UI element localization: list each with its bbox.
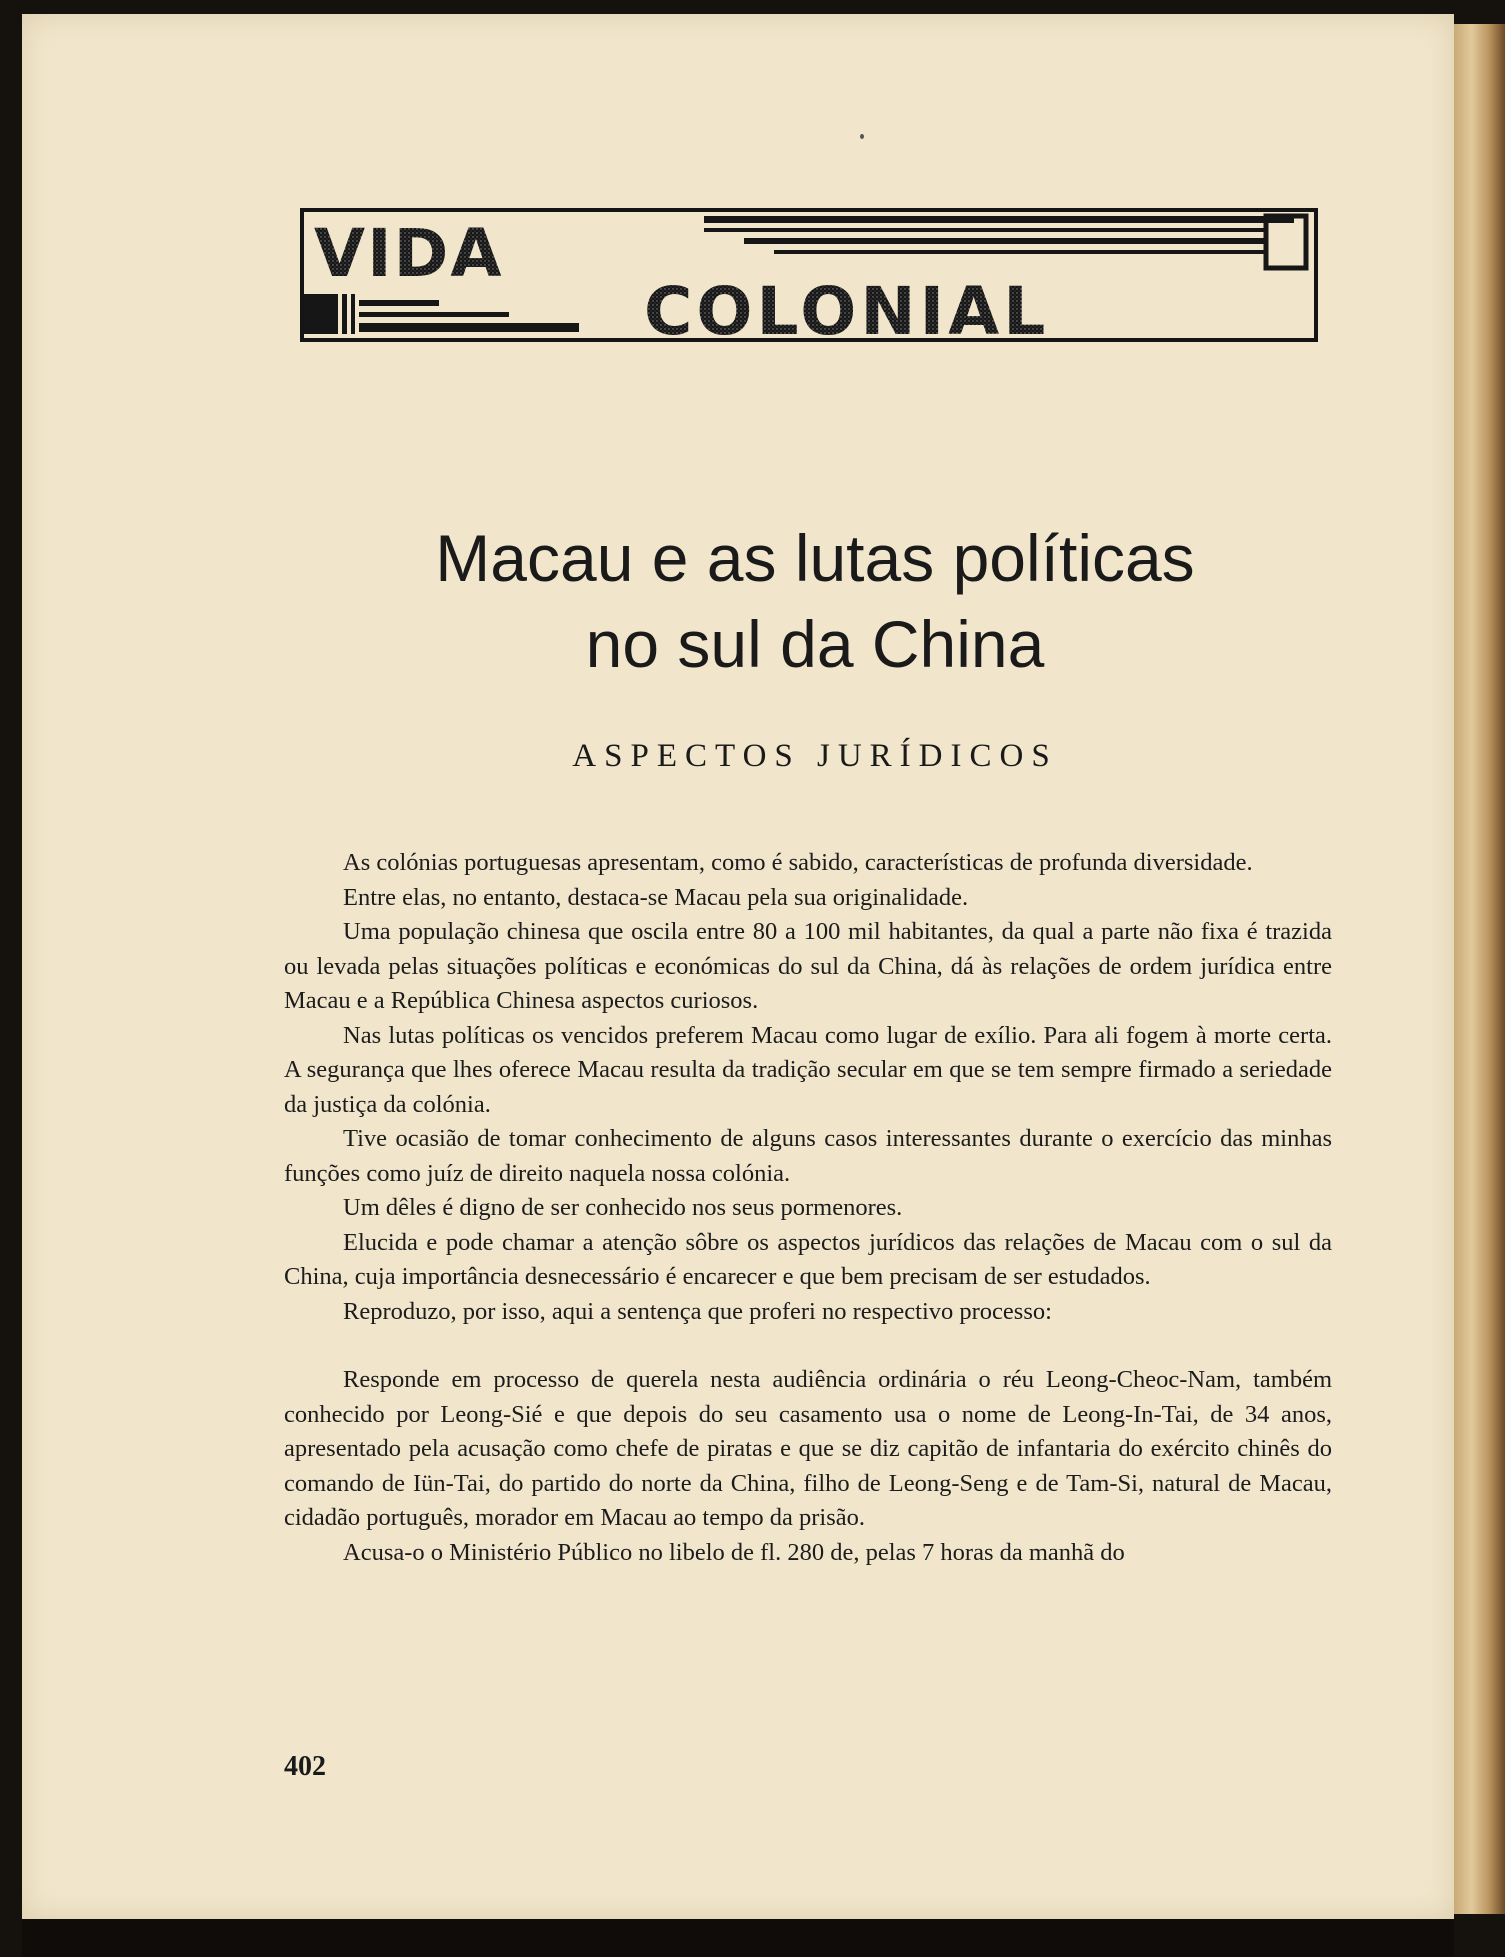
article-title xyxy=(280,515,1350,687)
section-banner-logo xyxy=(300,208,1318,342)
paragraph: Um dêles é digno de ser conhecido nos seus pormenores. xyxy=(343,1194,903,1221)
banner-rule-4 xyxy=(774,250,1264,254)
sentence-paragraph: Acusa-o o Ministério Público no libelo de fl. 280 de, pelas 7 horas da manhã do xyxy=(343,1538,1125,1566)
page-number: 402 xyxy=(284,1751,326,1782)
banner-rule-3 xyxy=(744,238,1264,244)
paragraph: Uma população chinesa que oscila entre 80 a 100 mil habitantes, da qual a parte não fixa é trazida ou levada pelas situações políticas e económicas do sul da China, dá às relações de ordem jurídica entre Macau e a República Chinesa aspectos curiosos. xyxy=(284,918,1332,1014)
paragraph: As colónias portuguesas apresentam, como é sabido, características de profunda diversidade. xyxy=(343,849,1253,876)
ink-speck xyxy=(860,134,864,139)
paragraph: Entre elas, no entanto, destaca-se Macau pela sua originalidade. xyxy=(343,883,969,911)
banner-low-rule-1 xyxy=(359,300,439,306)
banner-left-bar-2 xyxy=(351,294,355,334)
article-title-line-1: Macau e as lutas políticas xyxy=(435,521,1195,595)
article-subtitle: ASPECTOS JURÍDICOS xyxy=(572,738,1058,774)
paragraph: Reproduzo, por isso, aqui a sentença que proferi no respectivo processo: xyxy=(343,1297,1052,1325)
banner-rule-2 xyxy=(704,228,1264,232)
banner-corner-block xyxy=(1266,216,1306,268)
banner-rule-1 xyxy=(704,216,1294,223)
article-title-line-2: no sul da China xyxy=(585,607,1045,681)
paragraph: Tive ocasião de tomar conhecimento de alguns casos interessantes durante o exercício das minhas funções como juíz de direito naquela nossa colónia. xyxy=(284,1125,1332,1187)
banner-word-colonial: COLONIAL xyxy=(644,273,1050,338)
banner-left-block xyxy=(304,294,338,334)
banner-left-bar-1 xyxy=(342,294,347,334)
paragraph: Elucida e pode chamar a atenção sôbre os aspectos jurídicos das relações de Macau com o sul da China, cuja importância desnecessário é encarecer e que bem precisam de ser estudados. xyxy=(284,1228,1332,1290)
scan-bottom-border xyxy=(22,1919,1454,1957)
article-body xyxy=(284,846,1332,1570)
banner-low-rule-2 xyxy=(359,312,509,317)
book-spine-edge xyxy=(1454,24,1505,1914)
banner-artwork xyxy=(304,212,1314,338)
paragraph: Nas lutas políticas os vencidos preferem Macau como lugar de exílio. Para ali fogem à morte certa. A segurança que lhes oferece Macau resulta da tradição secular em que se tem sempre firmado a seriedade da justiça da colónia. xyxy=(284,1021,1332,1118)
banner-word-vida: VIDA xyxy=(314,215,504,292)
sentence-paragraph: Responde em processo de querela nesta audiência ordinária o réu Leong-Cheoc-Nam, também conhecido por Leong-Sié e que depois do seu casamento usa o nome de Leong-In-Tai, de 34 anos, apresentado pela acusação como chefe de piratas e que se diz capitão de infantaria do exército chinês do comando de Iün-Tai, do partido do norte da China, filho de Leong-Seng e de Tam-Si, natural de Macau, cidadão português, morador em Macau ao tempo da prisão. xyxy=(284,1366,1332,1531)
banner-low-rule-3 xyxy=(359,323,579,332)
